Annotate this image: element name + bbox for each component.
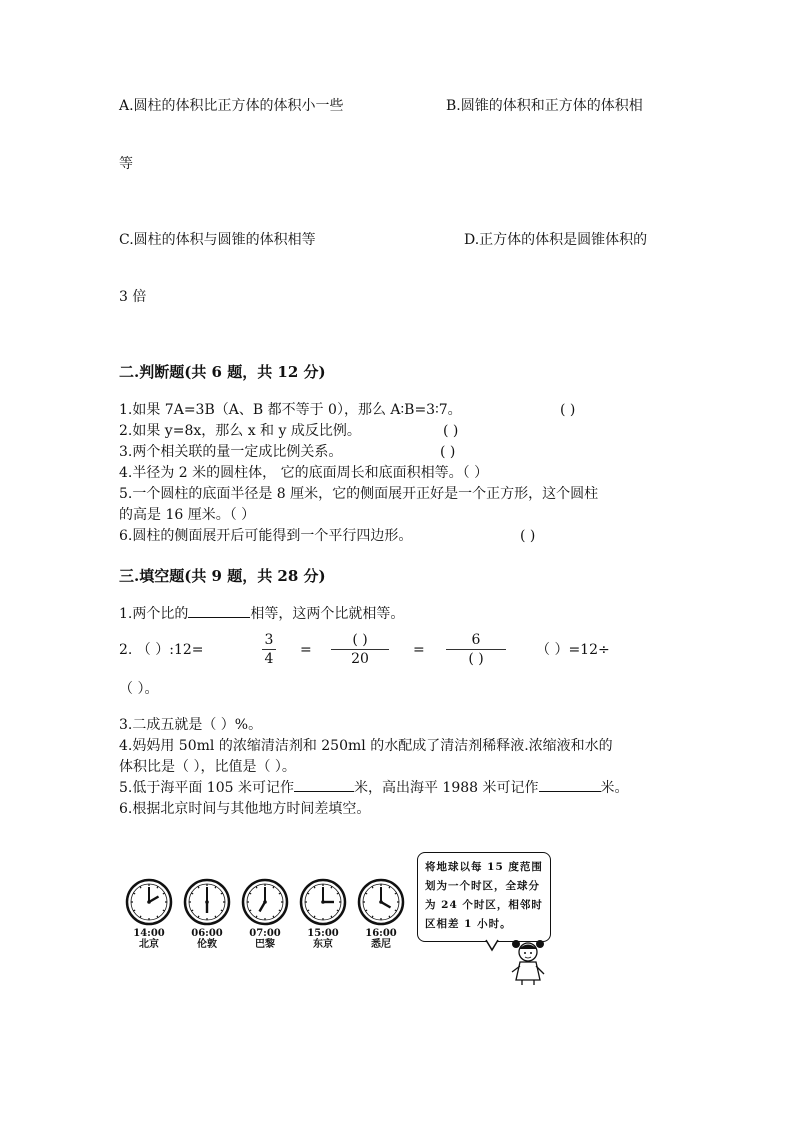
option-d: D.正方体的体积是圆锥体积的: [464, 232, 648, 248]
fill-q2-equals-2: =: [413, 642, 425, 658]
fraction-2-numerator[interactable]: ( ): [352, 632, 368, 648]
clock-1-icon: [127, 880, 171, 924]
clock-2-icon: [185, 880, 229, 924]
fill-q5-blank-1[interactable]: [294, 791, 354, 792]
section-3-title: 三.填空题(共 9 题，共 28 分): [119, 567, 326, 585]
fill-q5: [119, 778, 629, 798]
clock-time-label: 06:00: [191, 928, 223, 939]
option-a: A.圆柱的体积比正方体的体积小一些: [119, 98, 344, 114]
fill-q5-part3: 米。: [600, 780, 629, 796]
clock-city-label: 伦敦: [197, 939, 217, 950]
fill-q1: [119, 604, 404, 624]
fill-q2-line2: （ ）。: [119, 681, 159, 697]
clock-4-icon: [301, 880, 345, 924]
fill-q5-part2: 米，高出海平 1988 米可记作: [353, 780, 539, 796]
judge-q5-line2: 的高是 16 厘米。（ ）: [119, 507, 256, 523]
option-b: B.圆锥的体积和正方体的体积相: [446, 98, 643, 114]
fill-q2-equals-1: =: [300, 642, 312, 658]
clock-time-label: 16:00: [365, 928, 397, 939]
fraction-3-numerator: 6: [471, 632, 481, 648]
judge-q1-answer: ( ): [560, 402, 576, 418]
judge-q1: 1.如果 7A=3B（A、B 都不等于 0），那么 A∶B=3∶7。: [119, 402, 462, 418]
clock-city-label: 悉尼: [371, 939, 391, 950]
judge-q4: 4.半径为 2 米的圆柱体， 它的底面周长和底面积相等。（ ）: [119, 465, 489, 481]
fraction-2-denominator: 20: [351, 651, 369, 667]
option-b-continued: 等: [119, 156, 133, 172]
section-2-title: 二.判断题(共 6 题，共 12 分): [119, 363, 326, 381]
fill-q5-blank-2[interactable]: [539, 791, 601, 792]
judge-q3: 3.两个相关联的量一定成比例关系。: [119, 444, 343, 460]
fill-q2-end: （ ）=12÷: [536, 642, 610, 658]
speech-bubble-text: 将地球以每 15 度范围划为一个时区，全球分为 24 个时区，相邻时区相差 1 小时。: [425, 861, 543, 930]
fill-q1-prefix: 1.两个比的: [119, 606, 189, 622]
fill-q3: 3.二成五就是（ ）%。: [119, 717, 263, 733]
fraction-1-denominator: 4: [264, 651, 274, 667]
option-c: C.圆柱的体积与圆锥的体积相等: [119, 232, 316, 248]
clock-5-icon: [359, 880, 403, 924]
clock-row: [120, 874, 420, 930]
judge-q6-answer: ( ): [520, 528, 536, 544]
fill-q4-line2: 体积比是（ ），比值是（ ）。: [119, 759, 296, 775]
fill-q1-suffix: 相等，这两个比就相等。: [250, 606, 405, 622]
clock-time-label: 14:00: [133, 928, 165, 939]
fill-q6: 6.根据北京时间与其他地方时间差填空。: [119, 801, 371, 817]
clock-city-label: 巴黎: [255, 939, 275, 950]
fraction-3-denominator[interactable]: ( ): [468, 651, 484, 667]
fraction-3-bar: [446, 649, 506, 650]
fill-q4-line1: 4.妈妈用 50ml 的浓缩清洁剂和 250ml 的水配成了清洁剂稀释液.浓缩液和水的: [119, 738, 613, 754]
fill-q2-fraction-1: [262, 632, 276, 667]
fill-q2-fraction-3: [446, 632, 506, 667]
clock-time-label: 15:00: [307, 928, 339, 939]
fill-q2-fraction-2: [331, 632, 389, 667]
fraction-2-bar: [331, 649, 389, 650]
clock-time-label: 07:00: [249, 928, 281, 939]
fill-q5-part1: 5.低于海平面 105 米可记作: [119, 780, 294, 796]
judge-q2-answer: ( ): [443, 423, 459, 439]
fill-q2-start: 2. （ ）:12=: [119, 642, 204, 658]
clock-3-icon: [243, 880, 287, 924]
judge-q6: 6.圆柱的侧面展开后可能得到一个平行四边形。: [119, 528, 413, 544]
fill-q1-blank[interactable]: [188, 617, 250, 618]
judge-q3-answer: ( ): [440, 444, 456, 460]
girl-illustration-icon: [470, 936, 560, 986]
clock-city-label: 东京: [313, 939, 333, 950]
judge-q2: 2.如果 y=8x，那么 x 和 y 成反比例。: [119, 423, 361, 439]
fraction-1-numerator: 3: [264, 632, 274, 648]
fraction-1-bar: [262, 649, 276, 650]
clock-city-label: 北京: [139, 939, 159, 950]
judge-q5-line1: 5.一个圆柱的底面半径是 8 厘米，它的侧面展开正好是一个正方形，这个圆柱: [119, 486, 599, 502]
option-d-continued: 3 倍: [119, 289, 147, 305]
